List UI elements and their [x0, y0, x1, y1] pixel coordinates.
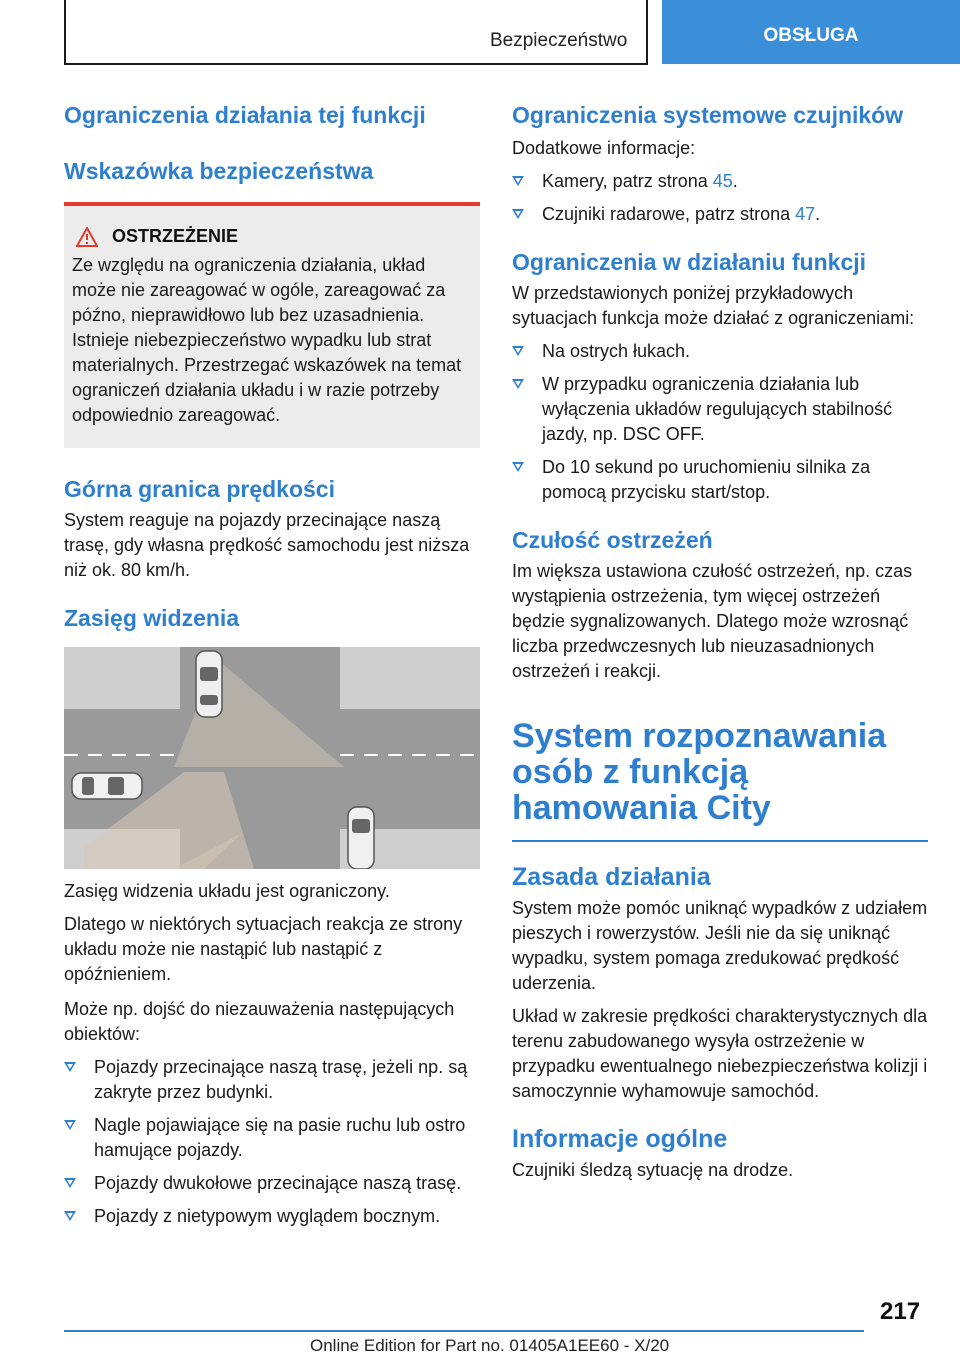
bullet-triangle-icon: [64, 1211, 76, 1221]
principle-text-1: System może pomóc uniknąć wypadków z udziałem pieszych i rowerzystów. Jeśli nie da się uniknąć wypadku, system pomaga zredukować prędkość uderzenia.: [512, 898, 928, 993]
warning-title-row: [76, 226, 472, 247]
footer-rule: [64, 1330, 864, 1332]
bullet-triangle-icon: [512, 346, 524, 356]
bullet-triangle-icon: [64, 1178, 76, 1188]
bullet-triangle-icon: [512, 379, 524, 389]
warning-triangle-icon: [76, 227, 98, 247]
bullet-triangle-icon: [512, 209, 524, 219]
sensor-list: [512, 169, 928, 227]
list-item: Kamery, patrz strona 45.: [512, 169, 928, 194]
bullet-triangle-icon: [512, 462, 524, 472]
speed-limit-text: System reaguje na pojazdy przecinające naszą trasę, gdy własna prędkość samochodu jest niższa niż ok. 80 km/h.: [64, 510, 470, 580]
header-left-rule: [64, 0, 66, 64]
list-item: Pojazdy z nietypowym wyglądem bocznym.: [64, 1204, 480, 1229]
list-item: Do 10 sekund po uruchomieniu silnika za pomocą przycisku start/stop.: [512, 455, 928, 505]
heading-general-info: Informacje ogólne: [512, 1125, 728, 1153]
range-text-2: Dlatego w niektórych sytuacjach reakcja ze strony układu może nie nastąpić lub nastąpić z opóźnieniem.: [64, 914, 463, 984]
list-item: Nagle pojawiające się na pasie ruchu lub ostro hamujące pojazdy.: [64, 1113, 480, 1163]
undetected-objects-list: [64, 1055, 480, 1229]
warning-text: Ze względu na ograniczenia działania, układ może nie zareagować w ogóle, zareagować za późno, nieprawidłowo lub bez uzasadnienia. Istnieje niebezpieczeństwo wypadku lub strat materialnych. Przestrzegać wskazówek na temat ograniczeń działania układu i w razie potrzeby odpowiednio zareagować.: [72, 255, 462, 425]
warning-box: [64, 202, 480, 448]
heading-function-limits: Ograniczenia w działaniu funkcji: [512, 249, 867, 275]
sensors-intro: Dodatkowe informacje:: [512, 138, 696, 158]
heading-sensor-limits: Ograniczenia systemowe czujników: [512, 102, 904, 128]
header-bottom-rule: [64, 63, 648, 65]
principle-text-2: Układ w zakresie prędkości charakterystycznych dla terenu zabudowanego wysyła ostrzeżenie w przypadku ewentualnego niebezpieczeństwa kolizji i samoczynnie wyhamowuje samochód.: [512, 1006, 928, 1101]
header-chapter-tab[interactable]: OBSŁUGA: [662, 0, 960, 64]
bullet-triangle-icon: [512, 176, 524, 186]
header-right-rule: [646, 0, 648, 64]
general-info-text: Czujniki śledzą sytuację na drodze.: [512, 1160, 794, 1180]
heading-principle: Zasada działania: [512, 863, 711, 891]
heading-visual-range: Zasięg widzenia: [64, 605, 240, 631]
bullet-triangle-icon: [64, 1062, 76, 1072]
edition-note: Online Edition for Part no. 01405A1EE60 - X/20: [310, 1336, 670, 1355]
list-item: Czujniki radarowe, patrz strona 47.: [512, 202, 928, 227]
function-intro: W przedstawionych poniżej przykładowych sytuacjach funkcja może działać z ograniczeniami:: [512, 283, 915, 328]
list-item: Pojazdy przecinające naszą trasę, jeżeli np. są zakryte przez budynki.: [64, 1055, 480, 1105]
list-item: W przypadku ograniczenia działania lub wyłączenia układów regulujących stabilność jazdy, np. DSC OFF.: [512, 372, 928, 447]
heading-speed-limit: Górna granica prędkości: [64, 476, 335, 502]
page-number: 217: [880, 1298, 921, 1325]
list-item: Pojazdy dwukołowe przecinające naszą trasę.: [64, 1171, 480, 1196]
page-link-47[interactable]: 47: [795, 204, 816, 224]
list-item: Na ostrych łukach.: [512, 339, 928, 364]
heading-limits: Ograniczenia działania tej funkcji: [64, 102, 426, 128]
range-text-1: Zasięg widzenia układu jest ograniczony.: [64, 881, 390, 901]
header-section-title: Bezpieczeństwo: [490, 30, 628, 51]
heading-person-detection: System rozpoznawania osób z funkcją hamowania City: [512, 717, 887, 827]
range-text-3: Może np. dojść do niezauważenia następujących obiektów:: [64, 999, 455, 1044]
heading-safety-note: Wskazówka bezpieczeństwa: [64, 158, 374, 184]
bullet-triangle-icon: [64, 1120, 76, 1130]
right-column: [512, 100, 928, 1183]
function-limits-list: [512, 339, 928, 505]
page-link-45[interactable]: 45: [712, 171, 733, 191]
sensitivity-text: Im większa ustawiona czułość ostrzeżeń, np. czas wystąpienia ostrzeżenia, tym więcej ostrzeżeń będzie sygnalizowanych. Dlatego może wzrosnąć liczba przedwczesnych lub nieuzasadnionych ostrzeżeń i reakcji.: [512, 561, 913, 681]
visual-range-illustration: [64, 647, 480, 869]
heading-warning-sensitivity: Czułość ostrzeżeń: [512, 527, 713, 553]
section-divider: [512, 840, 928, 842]
left-column: [64, 100, 480, 1229]
warning-title: OSTRZEŻENIE: [112, 226, 239, 246]
